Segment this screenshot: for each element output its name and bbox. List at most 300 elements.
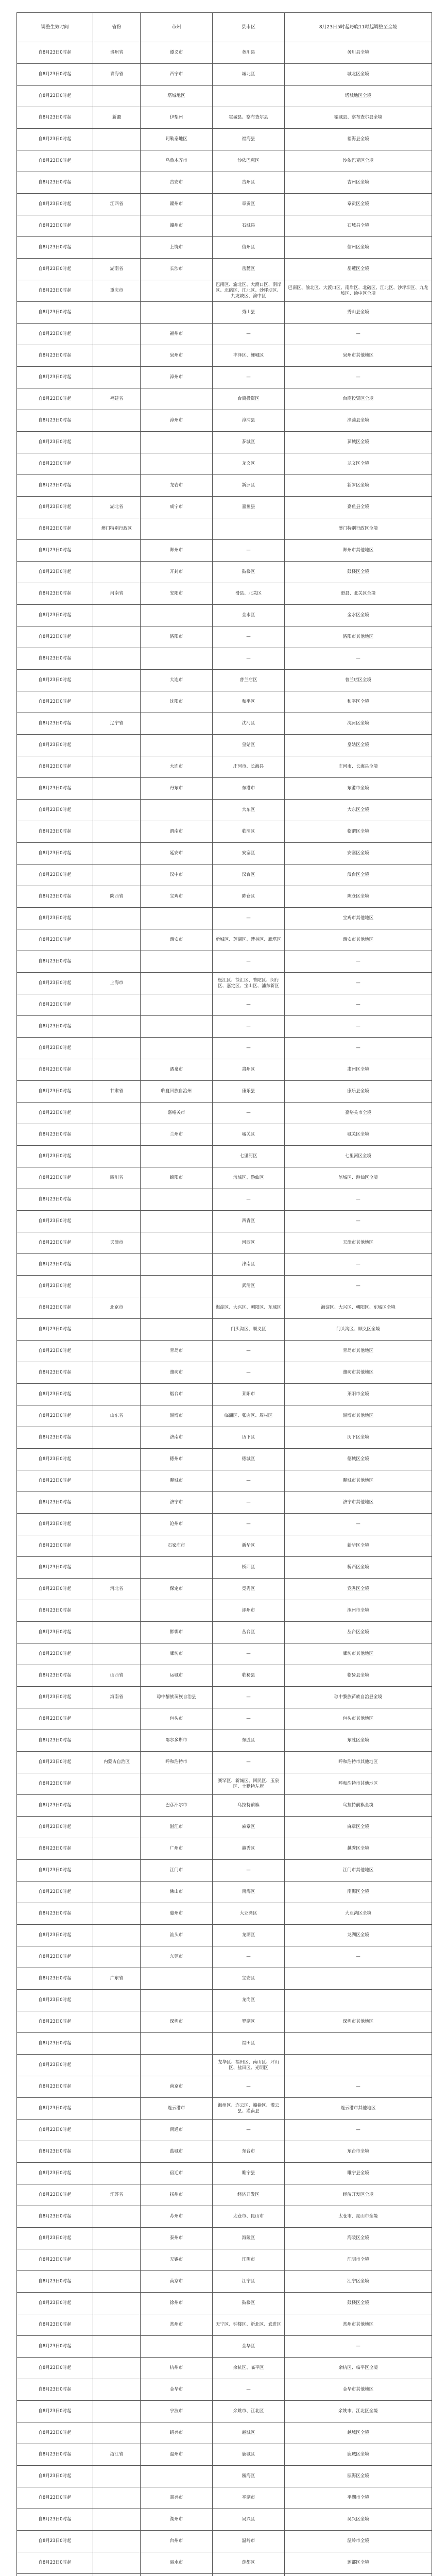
table-row bbox=[17, 432, 432, 453]
table-row bbox=[17, 951, 432, 973]
cell-city: 南京市 bbox=[141, 2271, 213, 2293]
table-row bbox=[17, 64, 432, 86]
cell-province bbox=[93, 1103, 141, 1124]
table-row bbox=[17, 626, 432, 648]
table-row bbox=[17, 562, 432, 583]
cell-current: 包头市其他地区 bbox=[285, 1708, 432, 1730]
table-row bbox=[17, 1535, 432, 1557]
cell-district: — bbox=[213, 1514, 285, 1535]
cell-district: 福海县 bbox=[213, 129, 285, 150]
cell-current: — bbox=[285, 951, 432, 973]
cell-city: 徐州市 bbox=[141, 2293, 213, 2314]
cell-district: 石城县 bbox=[213, 215, 285, 237]
cell-date: 自8月23日0时起 bbox=[17, 2163, 93, 2184]
cell-current: 平湖市全境 bbox=[285, 2487, 432, 2509]
cell-province: 北京市 bbox=[93, 1297, 141, 1319]
cell-city bbox=[141, 302, 213, 324]
table-row bbox=[17, 1622, 432, 1643]
table-row bbox=[17, 2163, 432, 2184]
cell-city bbox=[141, 1146, 213, 1167]
cell-district: 秀山县 bbox=[213, 302, 285, 324]
cell-current: 龙湖区全境 bbox=[285, 1925, 432, 1946]
cell-city: 西宁市 bbox=[141, 64, 213, 86]
cell-district: 涿州市 bbox=[213, 1600, 285, 1622]
cell-city: 漳州市 bbox=[141, 367, 213, 388]
cell-current: 越秀区全境 bbox=[285, 1838, 432, 1860]
cell-province bbox=[93, 1730, 141, 1752]
cell-current: 新罗区全境 bbox=[285, 475, 432, 497]
cell-city: 沧州市 bbox=[141, 1514, 213, 1535]
cell-date: 自8月23日0时起 bbox=[17, 2379, 93, 2401]
cell-district: — bbox=[213, 2120, 285, 2141]
cell-city: 绍兴市 bbox=[141, 2422, 213, 2444]
cell-city: 江门市 bbox=[141, 1860, 213, 1882]
cell-current: 康乐县全境 bbox=[285, 1081, 432, 1103]
cell-city: 安阳市 bbox=[141, 583, 213, 605]
cell-city bbox=[141, 735, 213, 756]
cell-current: 庄河市、长海县全境 bbox=[285, 756, 432, 778]
cell-current: 海陵区全境 bbox=[285, 2228, 432, 2249]
cell-province bbox=[93, 324, 141, 345]
table-row bbox=[17, 107, 432, 129]
cell-date: 自8月23日0时起 bbox=[17, 1297, 93, 1319]
table-row bbox=[17, 691, 432, 713]
cell-current: 皇姑区全境 bbox=[285, 735, 432, 756]
cell-district bbox=[213, 2574, 285, 2576]
cell-current: 麻章区全境 bbox=[285, 1817, 432, 1838]
cell-district: — bbox=[213, 1643, 285, 1665]
cell-province bbox=[93, 691, 141, 713]
cell-current: — bbox=[285, 324, 432, 345]
table-row bbox=[17, 2249, 432, 2271]
cell-province bbox=[93, 562, 141, 583]
cell-province: 澳门特别行政区 bbox=[93, 518, 141, 540]
table-row bbox=[17, 1319, 432, 1341]
cell-date: 自8月23日0时起 bbox=[17, 237, 93, 259]
cell-province bbox=[93, 2293, 141, 2314]
cell-date: 自8月23日0时起 bbox=[17, 453, 93, 475]
table-row bbox=[17, 1427, 432, 1449]
cell-date: 自8月23日0时起 bbox=[17, 2422, 93, 2444]
cell-province bbox=[93, 2401, 141, 2422]
cell-district: 巴南区、渝北区、大渡口区、南岸区、北碚区、江北区、沙坪坝区、九龙坡区、渝中区 bbox=[213, 280, 285, 302]
cell-district: 西青区 bbox=[213, 1211, 285, 1232]
cell-city: 广州市 bbox=[141, 1838, 213, 1860]
cell-district: 康乐县 bbox=[213, 1081, 285, 1103]
cell-date: 自8月23日0时起 bbox=[17, 1838, 93, 1860]
cell-date: 自8月23日0时起 bbox=[17, 994, 93, 1016]
cell-district: 沈河区 bbox=[213, 713, 285, 735]
cell-district: 信州区 bbox=[213, 237, 285, 259]
cell-province bbox=[93, 1817, 141, 1838]
cell-province: 贵州省 bbox=[93, 42, 141, 64]
cell-district: — bbox=[213, 1752, 285, 1773]
cell-district: 皇姑区 bbox=[213, 735, 285, 756]
cell-district: — bbox=[213, 367, 285, 388]
cell-date: 自8月23日0时起 bbox=[17, 324, 93, 345]
cell-city: 洛阳市 bbox=[141, 626, 213, 648]
cell-current: 越城区全境 bbox=[285, 2422, 432, 2444]
cell-date: 自8月23日0时起 bbox=[17, 302, 93, 324]
table-row bbox=[17, 908, 432, 929]
cell-district: — bbox=[213, 2379, 285, 2401]
table-row bbox=[17, 1146, 432, 1167]
cell-date: 自8月23日0时起 bbox=[17, 1405, 93, 1427]
cell-province bbox=[93, 1319, 141, 1341]
table-row bbox=[17, 86, 432, 107]
cell-date: 自8月23日0时起 bbox=[17, 1817, 93, 1838]
cell-current: 临渭区全境 bbox=[285, 821, 432, 843]
cell-district: — bbox=[213, 1708, 285, 1730]
cell-date: 自8月23日0时起 bbox=[17, 2401, 93, 2422]
cell-date: 自8月23日0时起 bbox=[17, 951, 93, 973]
cell-province bbox=[93, 2574, 141, 2576]
table-row bbox=[17, 172, 432, 194]
table-body bbox=[17, 42, 432, 2576]
cell-district: 瓯海区 bbox=[213, 2466, 285, 2487]
cell-current: 东台市全境 bbox=[285, 2141, 432, 2163]
cell-district: 金水区 bbox=[213, 605, 285, 626]
cell-province bbox=[93, 2076, 141, 2098]
cell-city bbox=[141, 2336, 213, 2358]
cell-province bbox=[93, 929, 141, 951]
header-district: 县市区 bbox=[213, 13, 285, 42]
cell-district: 温岭市 bbox=[213, 2531, 285, 2552]
table-row bbox=[17, 1470, 432, 1492]
cell-current: 福海县全境 bbox=[285, 129, 432, 150]
cell-date: 自8月23日0时起 bbox=[17, 1427, 93, 1449]
table-row bbox=[17, 194, 432, 215]
table-row bbox=[17, 735, 432, 756]
cell-city: 湖州市 bbox=[141, 2509, 213, 2531]
cell-date: 自8月23日0时起 bbox=[17, 215, 93, 237]
cell-current: 郑州市其他地区 bbox=[285, 540, 432, 562]
cell-current: 廊坊市其他地区 bbox=[285, 1643, 432, 1665]
cell-district: 江宁区 bbox=[213, 2271, 285, 2293]
cell-date: 自8月23日0时起 bbox=[17, 1665, 93, 1687]
cell-district: 普兰店区 bbox=[213, 670, 285, 691]
cell-date: 自8月23日0时起 bbox=[17, 497, 93, 518]
cell-city bbox=[141, 713, 213, 735]
table-row bbox=[17, 129, 432, 150]
cell-province: 四川省 bbox=[93, 1167, 141, 1189]
cell-date: 自8月23日0时起 bbox=[17, 1557, 93, 1579]
cell-district: 肃州区 bbox=[213, 1059, 285, 1081]
cell-city bbox=[141, 1968, 213, 1990]
cell-current: 莲都区全境 bbox=[285, 2552, 432, 2574]
table-row bbox=[17, 1925, 432, 1946]
cell-province bbox=[93, 1449, 141, 1470]
cell-current: 城北区全境 bbox=[285, 64, 432, 86]
table-row bbox=[17, 1882, 432, 1903]
cell-city bbox=[141, 1276, 213, 1297]
cell-district: 漳浦县 bbox=[213, 410, 285, 432]
table-row bbox=[17, 1038, 432, 1059]
cell-date: 自8月23日0时起 bbox=[17, 259, 93, 280]
cell-district: 海州区、连云区、赣榆区、灌云县、灌南县 bbox=[213, 2098, 285, 2120]
cell-date: 自8月23日0时起 bbox=[17, 475, 93, 497]
cell-district: 莱阳市 bbox=[213, 1384, 285, 1405]
table-row bbox=[17, 1276, 432, 1297]
cell-city: 延安市 bbox=[141, 843, 213, 865]
cell-date: 自8月23日0时起 bbox=[17, 1643, 93, 1665]
cell-current: 信州区全境 bbox=[285, 237, 432, 259]
cell-city: 赣州市 bbox=[141, 194, 213, 215]
cell-current: 务川县全境 bbox=[285, 42, 432, 64]
cell-province bbox=[93, 2011, 141, 2033]
risk-area-table-sheet bbox=[16, 12, 432, 2576]
table-row bbox=[17, 583, 432, 605]
cell-province bbox=[93, 1643, 141, 1665]
cell-current: 深圳市其他地区 bbox=[285, 2011, 432, 2033]
cell-province bbox=[93, 670, 141, 691]
table-row bbox=[17, 2206, 432, 2228]
cell-city: 连云港市 bbox=[141, 2098, 213, 2120]
cell-province bbox=[93, 1838, 141, 1860]
cell-city: 包头市 bbox=[141, 1708, 213, 1730]
cell-province bbox=[93, 865, 141, 886]
cell-city: 深圳市 bbox=[141, 2011, 213, 2033]
cell-date: 自8月23日0时起 bbox=[17, 2120, 93, 2141]
cell-district: 吉州区 bbox=[213, 172, 285, 194]
table-row bbox=[17, 2358, 432, 2379]
cell-district: 七里河区 bbox=[213, 1146, 285, 1167]
cell-district: — bbox=[213, 1341, 285, 1362]
table-row bbox=[17, 2293, 432, 2314]
table-row bbox=[17, 2055, 432, 2076]
cell-district: 罗湖区 bbox=[213, 2011, 285, 2033]
cell-province bbox=[93, 367, 141, 388]
cell-current: 淄博市其他地区 bbox=[285, 1405, 432, 1427]
table-row bbox=[17, 1059, 432, 1081]
table-row bbox=[17, 670, 432, 691]
cell-district: 东港市 bbox=[213, 778, 285, 800]
cell-current: 济宁市其他地区 bbox=[285, 1492, 432, 1514]
table-row bbox=[17, 843, 432, 865]
cell-province bbox=[93, 345, 141, 367]
cell-province bbox=[93, 1016, 141, 1038]
cell-district: 龙华区、福田区、南山区、坪山区、盐田区、光明区 bbox=[213, 2055, 285, 2076]
cell-province: 河北省 bbox=[93, 1579, 141, 1600]
cell-current: — bbox=[285, 1038, 432, 1059]
table-row bbox=[17, 2184, 432, 2206]
table-row bbox=[17, 302, 432, 324]
cell-date: 自8月23日0时起 bbox=[17, 1449, 93, 1470]
cell-province: 海南省 bbox=[93, 1687, 141, 1708]
cell-province bbox=[93, 2249, 141, 2271]
cell-district: 宝安区 bbox=[213, 1968, 285, 1990]
cell-current: 霍城县、察布查尔县全境 bbox=[285, 107, 432, 129]
cell-district: 乌拉特前旗 bbox=[213, 1795, 285, 1817]
cell-date: 自8月23日0时起 bbox=[17, 843, 93, 865]
cell-district: 城关区 bbox=[213, 1124, 285, 1146]
cell-current: 莱阳市全境 bbox=[285, 1384, 432, 1405]
cell-current: 宝鸡市其他地区 bbox=[285, 908, 432, 929]
cell-current: 余杭区、临平区全境 bbox=[285, 2358, 432, 2379]
cell-district: 鹿城区 bbox=[213, 2444, 285, 2466]
cell-province bbox=[93, 1254, 141, 1276]
cell-city: 南通市 bbox=[141, 2120, 213, 2141]
table-row bbox=[17, 2336, 432, 2358]
cell-current: 鼓楼区全境 bbox=[285, 562, 432, 583]
cell-district: 临猗县 bbox=[213, 1665, 285, 1687]
cell-current: 漳浦县全境 bbox=[285, 410, 432, 432]
cell-date: 自8月23日0时起 bbox=[17, 583, 93, 605]
table-row bbox=[17, 1817, 432, 1838]
cell-district: 天宁区、钟楼区、新北区、武进区 bbox=[213, 2314, 285, 2336]
cell-date: 自8月23日0时起 bbox=[17, 1600, 93, 1622]
table-row bbox=[17, 2098, 432, 2120]
table-row bbox=[17, 1124, 432, 1146]
table-row bbox=[17, 2076, 432, 2098]
cell-date: 自8月23日0时起 bbox=[17, 194, 93, 215]
cell-date: 自8月23日0时起 bbox=[17, 1232, 93, 1254]
cell-province: 福建省 bbox=[93, 388, 141, 410]
table-row bbox=[17, 453, 432, 475]
cell-district: 安塞区 bbox=[213, 843, 285, 865]
cell-city bbox=[141, 453, 213, 475]
cell-current: 塔城地区全境 bbox=[285, 86, 432, 107]
cell-province: 重庆市 bbox=[93, 280, 141, 302]
table-row bbox=[17, 1687, 432, 1708]
cell-current: 乌拉特前旗全境 bbox=[285, 1795, 432, 1817]
table-row bbox=[17, 1514, 432, 1535]
cell-district: 南海区 bbox=[213, 1882, 285, 1903]
cell-province: 山东省 bbox=[93, 1405, 141, 1427]
cell-date: 自8月23日0时起 bbox=[17, 2314, 93, 2336]
cell-current: 和平区全境 bbox=[285, 691, 432, 713]
cell-district: — bbox=[213, 908, 285, 929]
cell-date: 自8月23日0时起 bbox=[17, 1946, 93, 1968]
cell-province bbox=[93, 1038, 141, 1059]
table-header bbox=[17, 13, 432, 42]
cell-province bbox=[93, 237, 141, 259]
cell-province bbox=[93, 2379, 141, 2401]
table-row bbox=[17, 540, 432, 562]
cell-current: — bbox=[285, 1254, 432, 1276]
cell-date: 自8月23日0时起 bbox=[17, 2358, 93, 2379]
cell-date: 自8月23日0时起 bbox=[17, 1752, 93, 1773]
cell-province bbox=[93, 821, 141, 843]
cell-date: 自8月23日0时起 bbox=[17, 735, 93, 756]
cell-current bbox=[285, 2055, 432, 2076]
cell-district: — bbox=[213, 1038, 285, 1059]
table-row bbox=[17, 886, 432, 908]
table-row bbox=[17, 42, 432, 64]
cell-district: 霍城县、察布查尔县 bbox=[213, 107, 285, 129]
cell-district: 鼓楼区 bbox=[213, 2293, 285, 2314]
cell-date: 自8月23日0时起 bbox=[17, 2206, 93, 2228]
table-row bbox=[17, 2379, 432, 2401]
cell-current: 门头沟区、顺义区全境 bbox=[285, 1319, 432, 1341]
cell-city bbox=[141, 1016, 213, 1038]
table-row bbox=[17, 1081, 432, 1103]
cell-district: 福田区 bbox=[213, 2033, 285, 2055]
cell-date: 自8月23日0时起 bbox=[17, 908, 93, 929]
cell-city bbox=[141, 280, 213, 302]
cell-date: 自8月23日0时起 bbox=[17, 1254, 93, 1276]
cell-province bbox=[93, 1470, 141, 1492]
cell-city: 乌鲁木齐市 bbox=[141, 150, 213, 172]
table-row bbox=[17, 2271, 432, 2293]
cell-district: 赛罕区、新城区、回民区、玉泉区、土默特左旗 bbox=[213, 1773, 285, 1795]
table-row bbox=[17, 1167, 432, 1189]
cell-current: 太仓市、昆山市全境 bbox=[285, 2206, 432, 2228]
cell-current: 台商投资区全境 bbox=[285, 388, 432, 410]
cell-district: 东台市 bbox=[213, 2141, 285, 2163]
cell-city bbox=[141, 1211, 213, 1232]
cell-date: 自8月23日0时起 bbox=[17, 1189, 93, 1211]
cell-district: — bbox=[213, 2076, 285, 2098]
cell-province bbox=[93, 2336, 141, 2358]
table-row bbox=[17, 1990, 432, 2011]
cell-date: 自8月23日0时起 bbox=[17, 1492, 93, 1514]
table-row bbox=[17, 1189, 432, 1211]
cell-date: 自8月23日0时起 bbox=[17, 2249, 93, 2271]
cell-current: — bbox=[285, 2336, 432, 2358]
cell-city: 青岛市 bbox=[141, 1341, 213, 1362]
cell-current: 桥西区全境 bbox=[285, 1557, 432, 1579]
cell-city bbox=[141, 1232, 213, 1254]
cell-province bbox=[93, 2422, 141, 2444]
table-row bbox=[17, 2141, 432, 2163]
cell-current: 章贡区全境 bbox=[285, 194, 432, 215]
header-date: 调整生效时间 bbox=[17, 13, 93, 42]
cell-city: 聊城市 bbox=[141, 1470, 213, 1492]
cell-district: 涪城区、游仙区 bbox=[213, 1167, 285, 1189]
cell-province bbox=[93, 735, 141, 756]
cell-city bbox=[141, 1600, 213, 1622]
cell-date: 自8月23日0时起 bbox=[17, 973, 93, 994]
cell-city: 鄂尔多斯市 bbox=[141, 1730, 213, 1752]
table-row bbox=[17, 345, 432, 367]
cell-city: 德州市 bbox=[141, 1449, 213, 1470]
cell-city bbox=[141, 1557, 213, 1579]
table-row bbox=[17, 2509, 432, 2531]
cell-city bbox=[141, 2574, 213, 2576]
table-row bbox=[17, 280, 432, 302]
cell-city: 宝鸡市 bbox=[141, 886, 213, 908]
cell-date: 自8月23日0时起 bbox=[17, 1860, 93, 1882]
cell-city: 济南市 bbox=[141, 1427, 213, 1449]
cell-current: 沙依巴克区全境 bbox=[285, 150, 432, 172]
cell-city: 郑州市 bbox=[141, 540, 213, 562]
cell-date: 自8月23日0时起 bbox=[17, 1730, 93, 1752]
cell-date: 自8月23日0时起 bbox=[17, 1038, 93, 1059]
cell-province: 浙江省 bbox=[93, 2444, 141, 2466]
cell-district: 莲都区 bbox=[213, 2552, 285, 2574]
cell-date: 自8月23日0时起 bbox=[17, 1514, 93, 1535]
cell-date: 自8月23日0时起 bbox=[17, 1341, 93, 1362]
cell-district: 金华区 bbox=[213, 2336, 285, 2358]
cell-city: 保定市 bbox=[141, 1579, 213, 1600]
cell-province bbox=[93, 1341, 141, 1362]
cell-district: 丛台区 bbox=[213, 1622, 285, 1643]
cell-district: — bbox=[213, 1687, 285, 1708]
cell-district: 城北区 bbox=[213, 64, 285, 86]
table-row bbox=[17, 1341, 432, 1362]
cell-city: 漳州市 bbox=[141, 410, 213, 432]
cell-current: 石城县全境 bbox=[285, 215, 432, 237]
cell-district: 海陵区 bbox=[213, 2228, 285, 2249]
cell-city: 塔城地区 bbox=[141, 86, 213, 107]
cell-province bbox=[93, 626, 141, 648]
cell-province bbox=[93, 951, 141, 973]
cell-province bbox=[93, 453, 141, 475]
cell-current: 金水区全境 bbox=[285, 605, 432, 626]
cell-city: 上饶市 bbox=[141, 237, 213, 259]
cell-province: 陕西省 bbox=[93, 886, 141, 908]
